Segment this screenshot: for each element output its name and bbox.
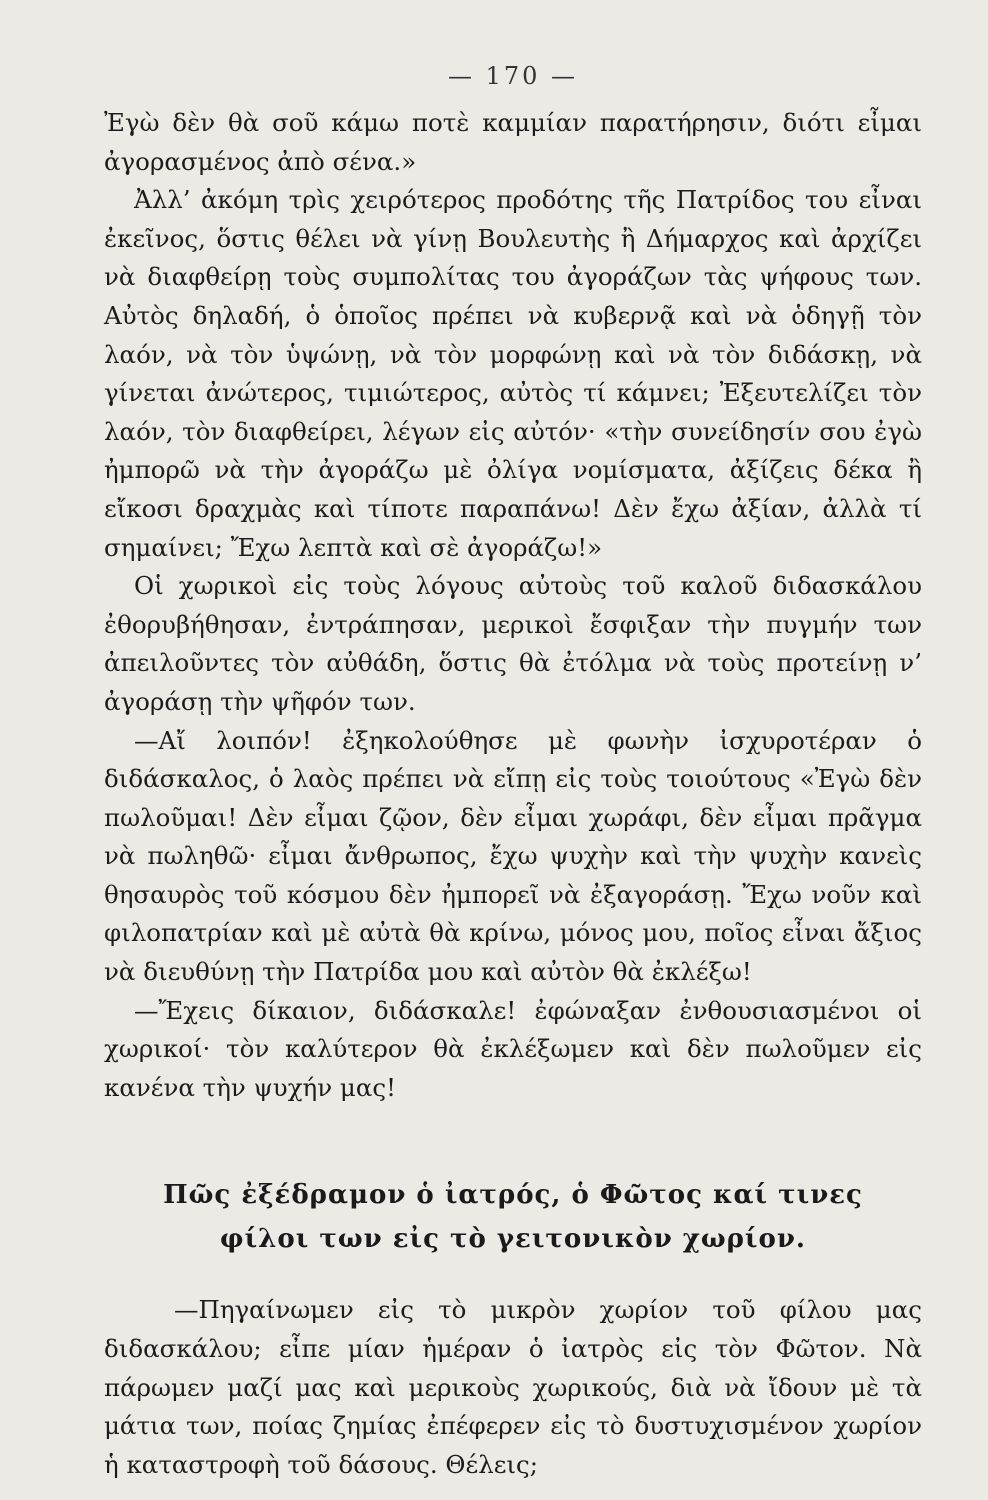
body-text <box>104 104 922 1107</box>
section-paragraph: —Πηγαίνωμεν εἰς τὸ μικρὸν χωρίον τοῦ φίλου μας διδασκάλου; εἶπε μίαν ἡμέραν ὁ ἰατρὸς εἰς τὸν Φῶτον. Νὰ πάρωμεν μαζί μας καὶ μερικοὺς χωρικούς, διὰ νὰ ἴδουν μὲ τὰ μάτια των, ποίας ζημίας ἐπέφερεν εἰς τὸ δυστυχισμένον χωρίον ἡ καταστροφὴ τοῦ δάσους. Θέλεις; <box>104 1295 922 1479</box>
paragraph-1: Ἐγὼ δὲν θὰ σοῦ κάμω ποτὲ καμμίαν παρατήρησιν, διότι εἶμαι ἀγορασμένος ἀπὸ σένα.» <box>104 108 922 176</box>
paragraph-3: Οἱ χωρικοὶ εἰς τοὺς λόγους αὐτοὺς τοῦ καλοῦ διδασκάλου ἐθορυβήθησαν, ἐντράπησαν, μερικοὶ ἔσφιξαν τὴν πυγμήν των ἀπειλοῦντες τὸν αὐθάδη, ὅστις θὰ ἐτόλμα νὰ τοὺς προτείνῃ ν’ ἀγοράσῃ τὴν ψῆφόν των. <box>104 571 922 716</box>
section-body <box>104 1291 922 1484</box>
paragraph-5: —Ἔχεις δίκαιον, διδάσκαλε! ἐφώναξαν ἐνθουσιασμένοι οἱ χωρικοί· τὸν καλύτερον θὰ ἐκλέξωμεν καὶ δὲν πωλοῦμεν εἰς κανένα τὴν ψυχήν μας! <box>104 995 922 1102</box>
section-heading <box>104 1173 922 1261</box>
section-heading-line-1: Πῶς ἐξέδραμον ὁ ἰατρός, ὁ Φῶτος καί τινες <box>163 1180 863 1211</box>
page-number: — 170 — <box>447 62 579 90</box>
paragraph-4: —Αἴ λοιπόν! ἐξηκολούθησε μὲ φωνὴν ἰσχυροτέραν ὁ διδάσκαλος, ὁ λαὸς πρέπει νὰ εἴπῃ εἰς τοὺς τοιούτους «Ἐγὼ δὲν πωλοῦμαι! Δὲν εἶμαι ζῷον, δὲν εἶμαι χωράφι, δὲν εἶμαι πρᾶγμα νὰ πωληθῶ· εἶμαι ἄνθρωπος, ἔχω ψυχὴν καὶ τὴν ψυχὴν κανεὶς θησαυρὸς τοῦ κόσμου δὲν ἠμπορεῖ νὰ ἐξαγοράσῃ. Ἔχω νοῦν καὶ φιλοπατρίαν καὶ μὲ αὐτὰ θὰ κρίνω, μόνος μου, ποῖος εἶναι ἄξιος νὰ διευθύνῃ τὴν Πατρίδα μου καὶ αὐτὸν θὰ ἐκλέξω! <box>104 725 922 987</box>
paragraph-2: Ἀλλ’ ἀκόμη τρὶς χειρότερος προδότης τῆς Πατρίδος του εἶναι ἐκεῖνος, ὅστις θέλει νὰ γίνῃ Βουλευτὴς ἢ Δήμαρχος καὶ ἀρχίζει νὰ διαφθείρῃ τοὺς συμπολίτας του ἀγοράζων τὰς ψήφους των. Αὐτὸς δηλαδή, ὁ ὁποῖος πρέπει νὰ κυβερνᾷ καὶ νὰ ὁδηγῇ τὸν λαόν, νὰ τὸν ὑψώνῃ, νὰ τὸν μορφώνῃ καὶ νὰ τὸν διδάσκῃ, νὰ γίνεται ἀνώτερος, τιμιώτερος, αὐτὸς τί κάμνει; Ἐξευτελίζει τὸν λαόν, τὸν διαφθείρει, λέγων εἰς αὐτόν· «τὴν συνείδησίν σου ἐγὼ ἠμπορῶ νὰ τὴν ἀγοράζω μὲ ὀλίγα νομίσματα, ἀξίζεις δέκα ἢ εἴκοσι δραχμὰς καὶ τίποτε παραπάνω! Δὲν ἔχω ἀξίαν, ἀλλὰ τί σημαίνει; Ἔχω λεπτὰ καὶ σὲ ἀγοράζω!» <box>104 185 922 562</box>
section-heading-line-2: φίλοι των εἰς τὸ γειτονικὸν χωρίον. <box>220 1224 806 1255</box>
